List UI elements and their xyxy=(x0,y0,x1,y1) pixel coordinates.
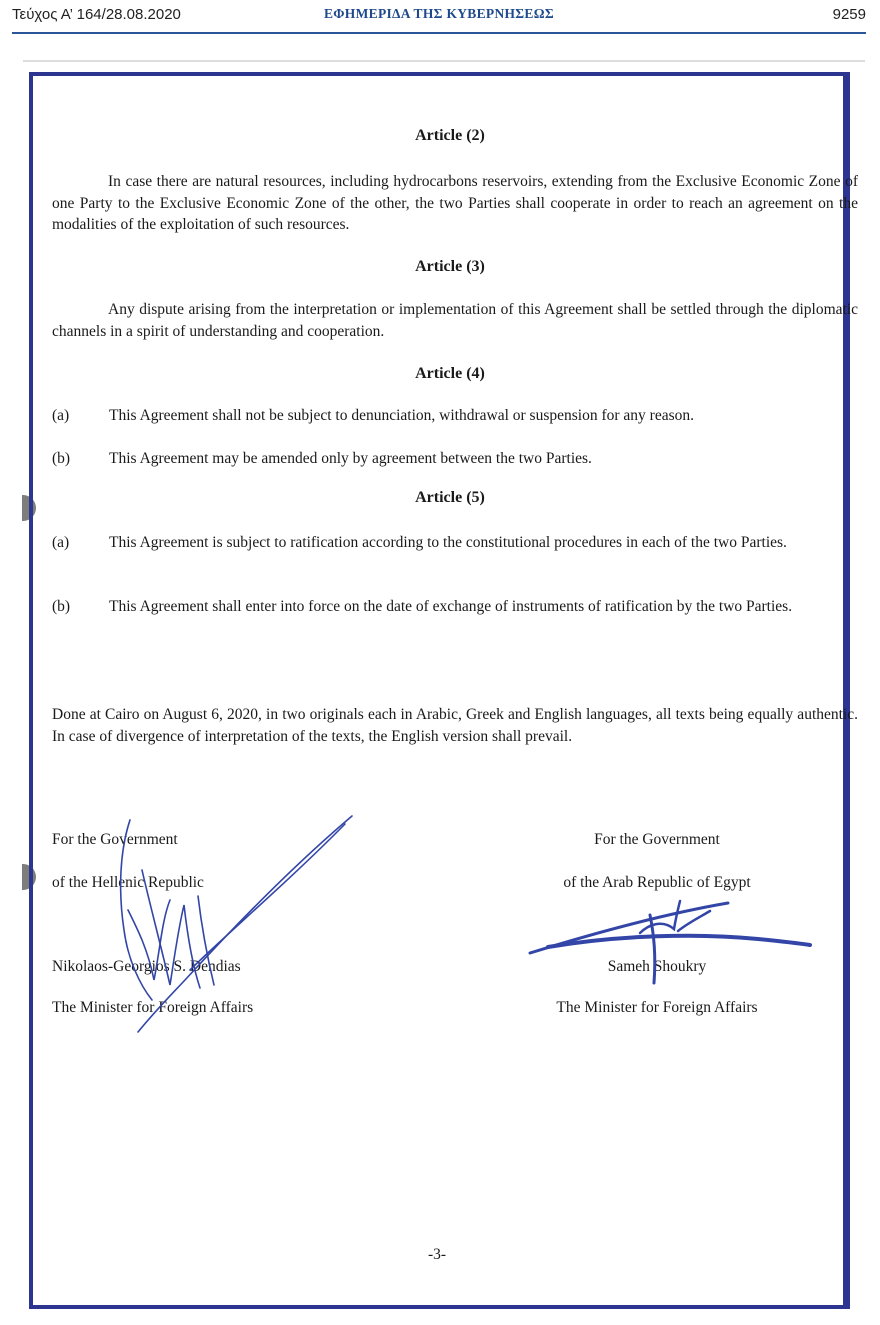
gazette-title: ΕΦΗΜΕΡΙΔΑ ΤΗΣ ΚΥΒΕΡΝΗΣΕΩΣ xyxy=(324,6,554,21)
article-5-title: Article (5) xyxy=(415,489,485,506)
right-signatory-title: The Minister for Foreign Affairs xyxy=(556,999,758,1016)
left-handwritten-signature xyxy=(90,810,370,1040)
left-signatory-line1: For the Government xyxy=(52,831,178,848)
article-4-title: Article (4) xyxy=(415,365,485,382)
article-5-item-label: (a) xyxy=(52,534,70,551)
article-5-item-text: This Agreement is subject to ratification according to the constitutional procedures in each of the two Parties. xyxy=(109,534,787,551)
right-handwritten-signature xyxy=(528,895,818,990)
article-3-title: Article (3) xyxy=(415,258,485,275)
article-3-text xyxy=(52,299,858,342)
closing-paragraph: Done at Cairo on August 6, 2020, in two originals each in Arabic, Greek and English languages, all texts being equally authentic. In case of divergence of interpretation of the texts, the English version shall prevail. xyxy=(52,706,858,745)
scan-edge-divider xyxy=(23,60,865,62)
right-signatory-name: Sameh Shoukry xyxy=(607,958,707,975)
page-number: -3- xyxy=(427,1246,447,1263)
article-4-item-label: (a) xyxy=(52,407,70,424)
gazette-header xyxy=(12,0,866,34)
article-2-title: Article (2) xyxy=(415,127,485,144)
article-5-item-text: This Agreement shall enter into force on the date of exchange of instruments of ratification by the two Parties. xyxy=(109,598,793,615)
article-5-item-label: (b) xyxy=(52,598,71,615)
issue-reference: Τεύχος Α’ 164/28.08.2020 xyxy=(12,6,181,23)
article-3-body: Any dispute arising from the interpretation or implementation of this Agreement shall be settled through the diplomatic channels in a spirit of understanding and cooperation. xyxy=(52,301,858,340)
right-signatory-line1: For the Government xyxy=(594,831,720,848)
article-4-item-label: (b) xyxy=(52,450,71,467)
left-signatory-name: Nikolaos-Georgios S. Dendias xyxy=(52,958,241,975)
article-4-item-text: This Agreement shall not be subject to denunciation, withdrawal or suspension for any reason. xyxy=(109,407,694,424)
right-signatory-line2: of the Arab Republic of Egypt xyxy=(563,874,751,891)
left-signatory-line2: of the Hellenic Republic xyxy=(52,874,204,891)
article-4-item-text: This Agreement may be amended only by agreement between the two Parties. xyxy=(109,450,592,467)
article-2-body: In case there are natural resources, including hydrocarbons reservoirs, extending from the Exclusive Economic Zone of one Party to the Exclusive Economic Zone of the other, the two Parties shall cooperate in order to reach an agreement on the modalities of the exploitation of such resources. xyxy=(52,173,858,233)
left-signatory-title: The Minister for Foreign Affairs xyxy=(52,999,254,1016)
article-2-text xyxy=(52,171,858,236)
gazette-page-number: 9259 xyxy=(832,6,866,23)
